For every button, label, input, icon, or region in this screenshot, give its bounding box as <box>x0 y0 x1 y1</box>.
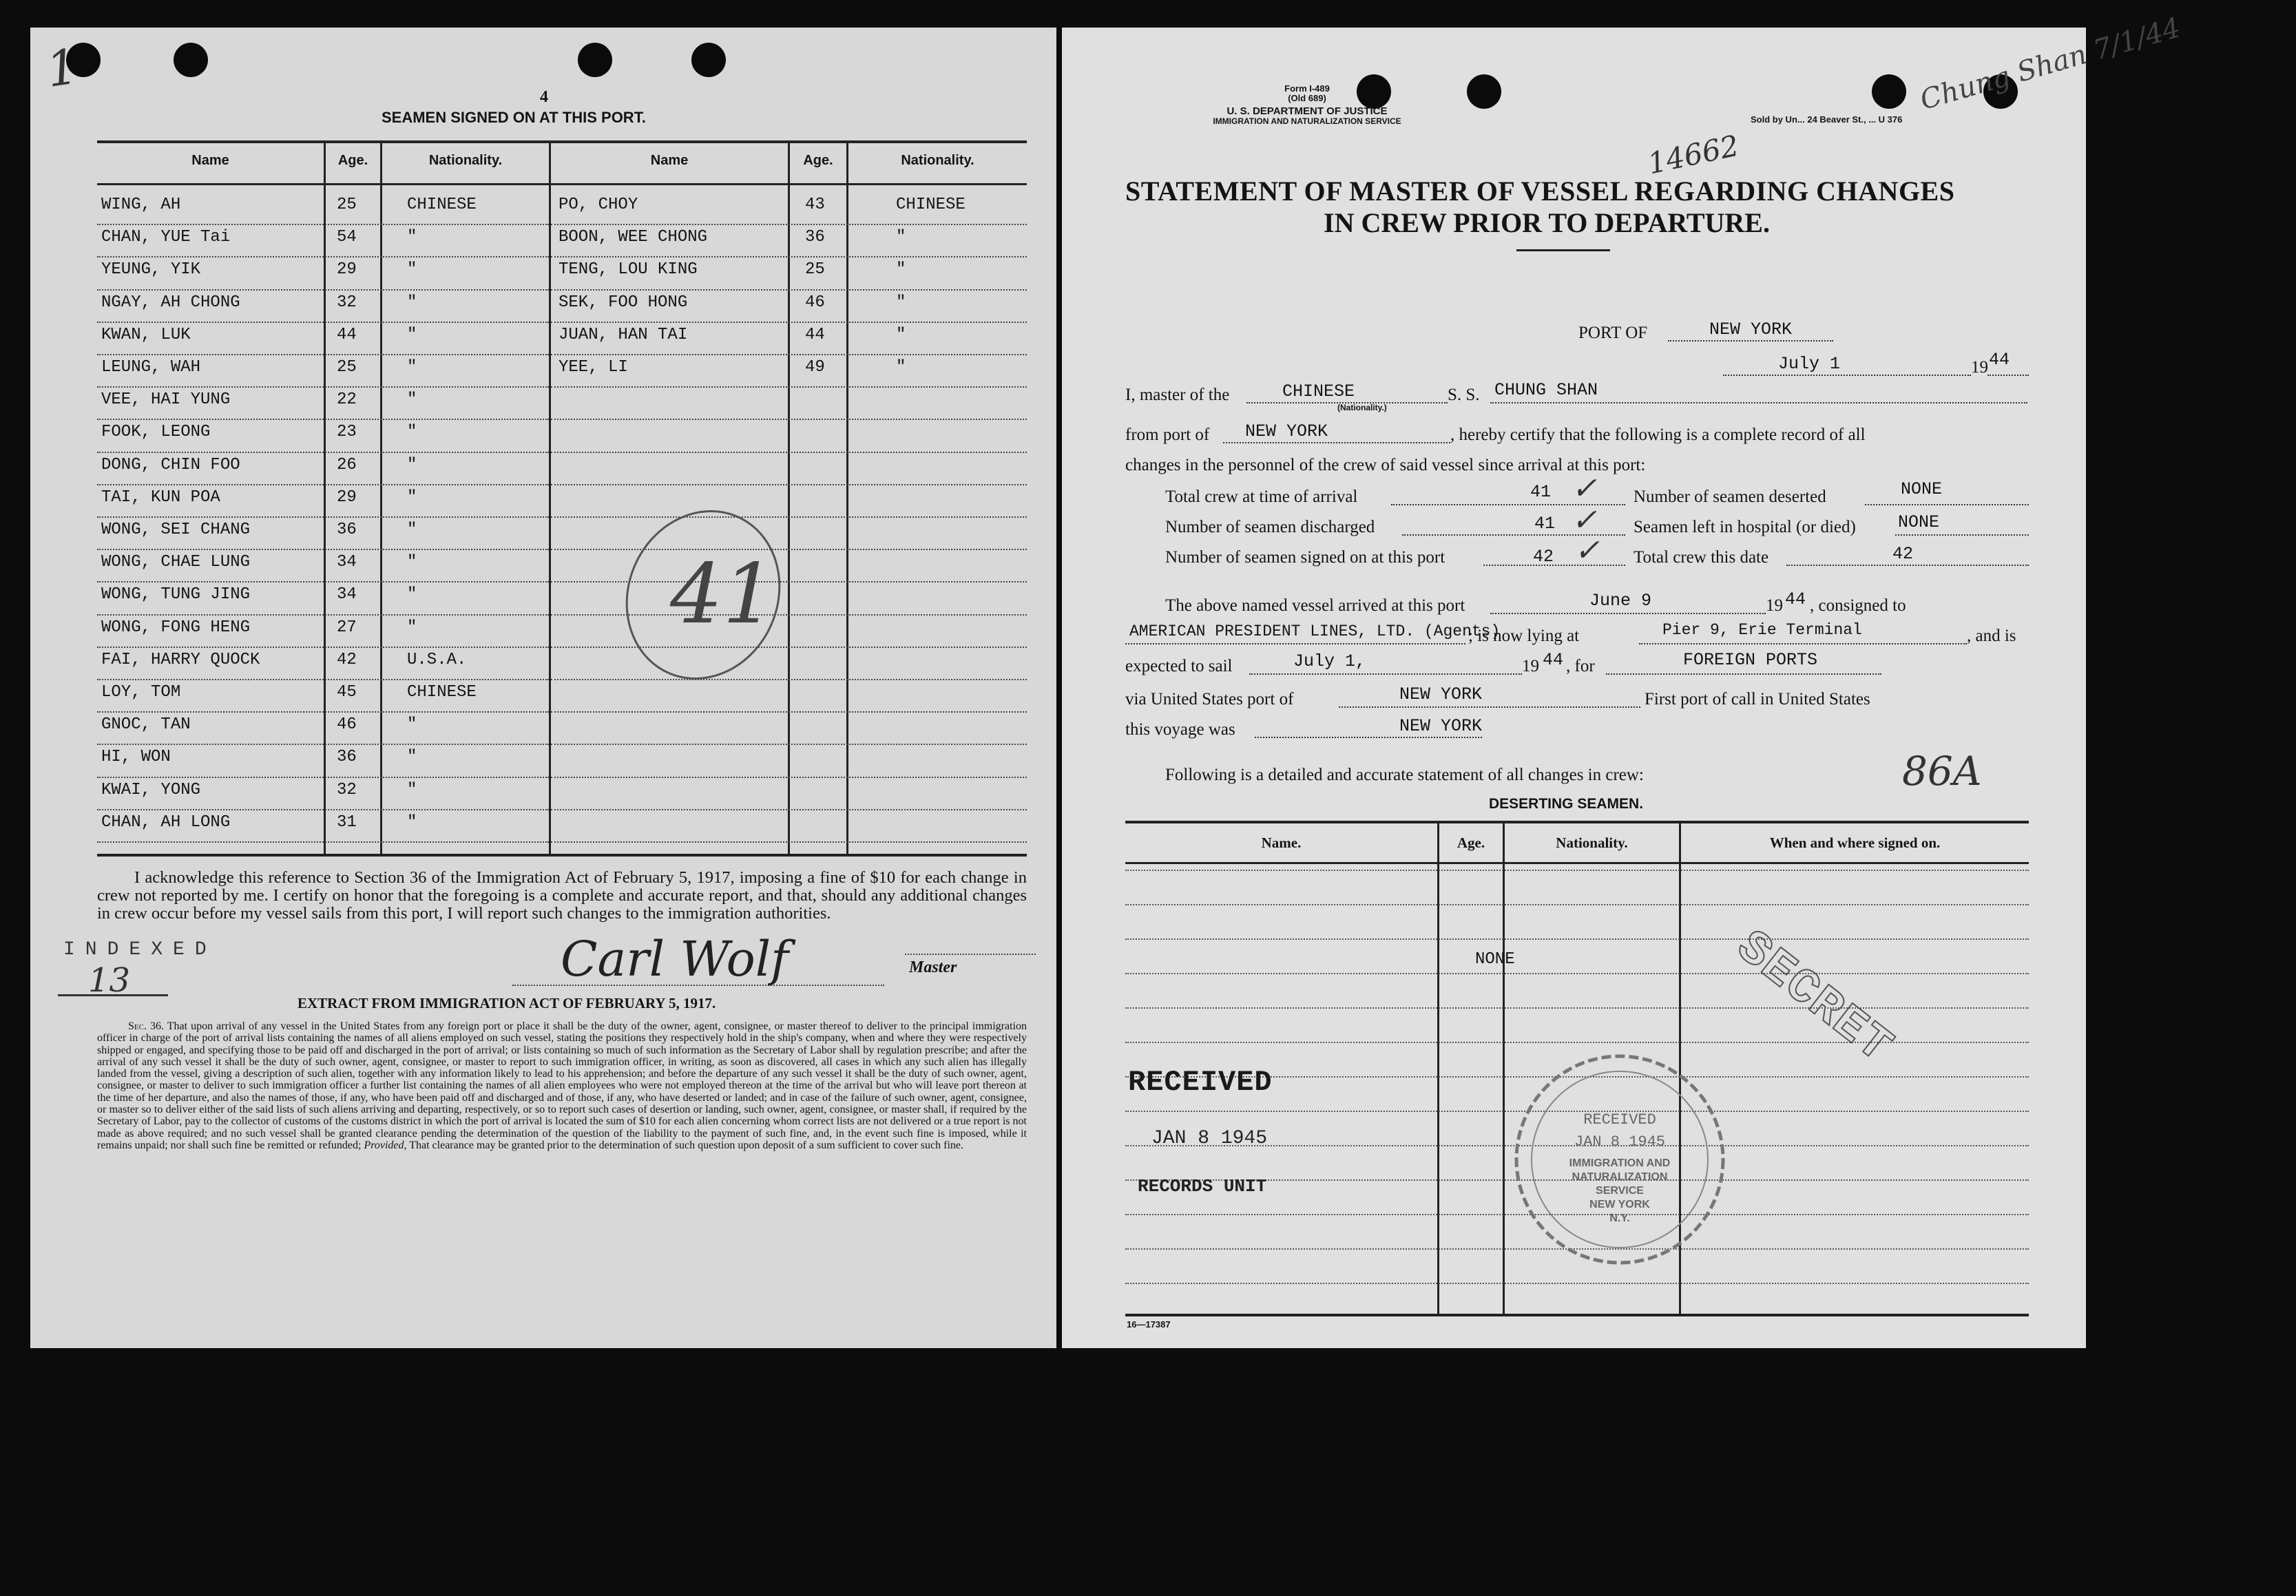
crew-name-cell: VEE, HAI YUNG <box>101 390 231 410</box>
lying-value: Pier 9, Erie Terminal <box>1662 621 1862 639</box>
crew-name-cell: SEK, FOO HONG <box>559 293 688 312</box>
crew-name-cell: PO, CHOY <box>559 196 638 214</box>
crew-name-cell: WING, AH <box>101 196 181 214</box>
consigned-label: , consigned to <box>1810 596 1906 615</box>
crew-nat-cell: " <box>407 487 417 507</box>
margin-mark: 1 <box>43 38 82 98</box>
deserting-heading: DESERTING SEAMEN. <box>1489 796 1644 812</box>
crew-name-cell: DONG, CHIN FOO <box>101 455 240 474</box>
date-value: July 1 <box>1778 354 1841 374</box>
master-signature: Carl Wolf <box>561 931 789 987</box>
arrived-value: June 9 <box>1589 591 1652 611</box>
col-header-nationality: Nationality. <box>428 153 503 168</box>
crew-name-cell: WONG, TUNG JING <box>101 585 251 605</box>
crew-age-cell: 25 <box>337 196 357 214</box>
expected-label: expected to sail <box>1125 657 1233 675</box>
crew-name-cell: LEUNG, WAH <box>101 358 201 377</box>
crew-age-cell: 36 <box>337 521 357 539</box>
crew-age-cell: 29 <box>337 260 357 280</box>
crew-name-cell: WONG, SEI CHANG <box>101 521 251 539</box>
crew-age-cell: 49 <box>805 358 825 377</box>
certify-text: , hereby certify that the following is a complete record of all <box>1450 426 1866 444</box>
first-port-label: First port of call in United States <box>1645 690 1870 708</box>
expected-year-prefix: 19 <box>1522 657 1539 675</box>
form-title-line2: IN CREW PRIOR TO DEPARTURE. <box>1324 207 1770 238</box>
col-header-age: Age. <box>803 153 833 168</box>
received-stamp: RECEIVED <box>1128 1066 1273 1099</box>
signed-label: Number of seamen signed on at this port <box>1165 548 1446 567</box>
acknowledgement-text: I acknowledge this reference to Section 36 of the Immigration Act of February 5, 1917, imposing a fine of $10 for each change in crew not reported by me. I certify on honor that the foregoing is a complete and accurate report, and that, should any additional changes in crew occur before my vessel sails from this port, I will report such changes to the immigration authorities. <box>97 868 1027 923</box>
total-date-value: 42 <box>1892 544 1914 564</box>
indexed-stamp: INDEXED <box>63 939 217 960</box>
crew-age-cell: 32 <box>337 293 357 312</box>
crew-name-cell: FOOK, LEONG <box>101 423 211 442</box>
crew-name-cell: YEUNG, YIK <box>101 260 201 280</box>
crew-age-cell: 26 <box>337 455 357 474</box>
crew-name-cell: LOY, TOM <box>101 683 181 702</box>
circled-total: 41 <box>670 547 775 642</box>
page-number: 4 <box>540 88 548 106</box>
total-arrival-value: 41 <box>1530 482 1552 502</box>
arrived-year-prefix: 19 <box>1766 596 1783 615</box>
crew-age-cell: 43 <box>805 196 825 214</box>
total-date-label: Total crew this date <box>1634 548 1769 567</box>
check-mark-icon: ✓ <box>1572 471 1597 506</box>
crew-nat-cell: " <box>407 228 417 247</box>
crew-name-cell: BOON, WEE CHONG <box>559 228 708 247</box>
crew-name-cell: KWAI, YONG <box>101 780 201 799</box>
crew-age-cell: 31 <box>337 812 357 832</box>
circled-total-mark <box>620 505 800 684</box>
consignee: AMERICAN PRESIDENT LINES, LTD. (Agents) <box>1129 622 1501 640</box>
crew-nat-cell: " <box>407 618 417 637</box>
col-header-nationality: Nationality. <box>1556 834 1628 851</box>
crew-nat-cell: " <box>407 748 417 767</box>
crew-nat-cell: " <box>896 293 906 312</box>
svg-text:NATURALIZATION: NATURALIZATION <box>1572 1171 1668 1183</box>
crew-nat-cell: " <box>407 390 417 410</box>
crew-nat-cell: " <box>407 585 417 605</box>
col-header-name: Name <box>650 153 689 168</box>
desert-entry: NONE <box>1475 950 1515 969</box>
secret-stamp: SECRET <box>1725 921 1903 1075</box>
master-label: I, master of the <box>1125 386 1230 404</box>
check-mark-icon: ✓ <box>1572 503 1597 538</box>
received-date: JAN 8 1945 <box>1151 1128 1268 1149</box>
nationality-caption: (Nationality.) <box>1337 403 1387 412</box>
extract-text: Sec. 36. That upon arrival of any vessel in the United States from any foreign port or place it shall be the duty of the owner, agent, consignee, or master thereof to deliver to the principal immigration officer in charge of the port of arrival lists containing the names of all aliens employed on such vessel, stating the positions they respectively hold in the ship's company, when and where they were respectively shipped or engaged, and specifying those to be paid off and discharged in the port of arrival; or lists containing so much of such information as the Secretary of Labor shall by regulation prescribe; and after the arrival of any such vessel it shall be the duty of such owner, agent, consignee, or master to report to such immigration officer, in writing, as soon as discovered, all cases in which any such alien has illegally landed from the vessel, giving a description of such alien, together with any information likely to lead to his apprehension; and before the departure of any such vessel it shall be the duty of such owner, agent, consignee, or master to deliver to such immigration officer a further list containing the names of all alien employees who were not employed thereon at the time of the arrival but who will leave port thereon at the time of her departure, and also the names of those, if any, who have been paid off and discharged and of those, if any, who have deserted or landed; and in case of the failure of such owner, agent, consignee, or master so to deliver either of the said lists of such aliens arriving and departing, respectively, or so to report such cases of desertion or landing, such owner, agent, consignee, or master shall, if required by the Secretary of Labor, pay to the collector of customs of the customs district in which the port of arrival is located the sum of $10 for each alien concerning whom correct lists are not delivered or a true report is not made as above required; and no such vessel shall be granted clearance pending the determination of the question of the liability to the payment of such fine, and, in the event such fine is imposed, while it remains unpaid; nor shall such fine be remitted or refunded; Provided, That clearance may be granted prior to the determination of such question upon deposit of a sum sufficient to cover such fine. <box>97 1020 1027 1151</box>
from-port-label: from port of <box>1125 426 1210 444</box>
col-header-age: Age. <box>1457 834 1485 851</box>
crew-age-cell: 32 <box>337 780 357 799</box>
col-header-signed-on: When and where signed on. <box>1769 834 1941 851</box>
svg-text:NEW YORK: NEW YORK <box>1589 1199 1650 1210</box>
crew-name-cell: JUAN, HAN TAI <box>559 325 688 344</box>
crew-age-cell: 36 <box>805 228 825 247</box>
discharged-value: 41 <box>1534 514 1556 534</box>
signature-role: Master <box>909 958 957 976</box>
crew-name-cell: CHAN, AH LONG <box>101 812 231 832</box>
records-unit-stamp: RECORDS UNIT <box>1138 1176 1267 1197</box>
crew-name-cell: WONG, CHAE LUNG <box>101 553 251 572</box>
for-value: FOREIGN PORTS <box>1683 650 1818 670</box>
voyage-label: this voyage was <box>1125 720 1235 739</box>
crew-nat-cell: U.S.A. <box>407 650 467 669</box>
crew-age-cell: 44 <box>337 325 357 344</box>
left-page <box>30 28 1056 1348</box>
seller-line: Sold by Un... 24 Beaver St., ... U 376 <box>1751 114 1903 125</box>
crew-nat-cell: " <box>407 715 417 735</box>
crew-nat-cell: " <box>407 780 417 799</box>
year-value: 44 <box>1989 350 2010 370</box>
nationality-value: CHINESE <box>1282 381 1355 401</box>
crew-nat-cell: " <box>407 358 417 377</box>
year-prefix: 19 <box>1971 358 1988 377</box>
port-value: NEW YORK <box>1709 319 1793 339</box>
crew-name-cell: FAI, HARRY QUOCK <box>101 650 260 669</box>
round-received-stamp <box>1510 1049 1730 1270</box>
crew-age-cell: 25 <box>337 358 357 377</box>
crew-nat-cell: " <box>896 358 906 377</box>
crew-age-cell: 54 <box>337 228 357 247</box>
crew-age-cell: 34 <box>337 553 357 572</box>
crew-age-cell: 23 <box>337 423 357 442</box>
following-text: Following is a detailed and accurate statement of all changes in crew: <box>1165 766 1644 784</box>
via-value: NEW YORK <box>1399 684 1483 704</box>
svg-text:RECEIVED: RECEIVED <box>1583 1111 1656 1128</box>
col-header-name: Name <box>191 153 229 168</box>
crew-age-cell: 44 <box>805 325 825 344</box>
svg-text:N.Y.: N.Y. <box>1609 1212 1630 1224</box>
margin-mark: Chung Shan 7/1/44 <box>1917 12 2184 116</box>
form-title-line1: STATEMENT OF MASTER OF VESSEL REGARDING CHANGES <box>1125 176 1955 207</box>
extract-heading: EXTRACT FROM IMMIGRATION ACT OF FEBRUARY 5, 1917. <box>298 995 716 1011</box>
crew-nat-cell: " <box>407 521 417 539</box>
form-number-block: Form I-489 (Old 689) <box>1284 83 1330 103</box>
expected-value: July 1, <box>1293 651 1366 671</box>
crew-name-cell: HI, WON <box>101 748 171 767</box>
from-port-value: NEW YORK <box>1245 421 1328 441</box>
seamen-heading: SEAMEN SIGNED ON AT THIS PORT. <box>382 109 646 126</box>
crew-nat-cell: " <box>407 325 417 344</box>
crew-age-cell: 25 <box>805 260 825 280</box>
discharged-label: Number of seamen discharged <box>1165 518 1375 536</box>
punch-hole <box>578 43 612 77</box>
crew-nat-cell: " <box>407 293 417 312</box>
punch-hole <box>174 43 208 77</box>
department-block: U. S. DEPARTMENT OF JUSTICE IMMIGRATION AND NATURALIZATION SERVICE <box>1213 105 1401 126</box>
voyage-value: NEW YORK <box>1399 716 1483 736</box>
port-label: PORT OF <box>1578 324 1648 342</box>
crew-nat-cell: " <box>896 260 906 280</box>
crew-age-cell: 46 <box>805 293 825 312</box>
col-header-nationality: Nationality. <box>901 153 974 168</box>
crew-age-cell: 46 <box>337 715 357 735</box>
crew-nat-cell: " <box>407 423 417 442</box>
crew-name-cell: KWAN, LUK <box>101 325 191 344</box>
crew-nat-cell: " <box>407 812 417 832</box>
crew-age-cell: 34 <box>337 585 357 605</box>
indexed-mark: 13 <box>88 961 131 1000</box>
crew-nat-cell: CHINESE <box>407 196 477 214</box>
crew-name-cell: GNOC, TAN <box>101 715 191 735</box>
crew-nat-cell: " <box>407 455 417 474</box>
hospital-label: Seamen left in hospital (or died) <box>1634 518 1856 536</box>
crew-age-cell: 29 <box>337 487 357 507</box>
and-is: , and is <box>1967 627 2016 645</box>
crew-age-cell: 36 <box>337 748 357 767</box>
crew-age-cell: 45 <box>337 683 357 702</box>
right-page <box>1062 12 2184 1348</box>
changes-text: changes in the personnel of the crew of said vessel since arrival at this port: <box>1125 456 1646 474</box>
punch-hole <box>1872 74 1906 109</box>
print-code: 16—17387 <box>1127 1319 1171 1330</box>
lying-label: ; is now lying at <box>1468 627 1580 645</box>
check-mark-icon: ✓ <box>1574 533 1600 568</box>
crew-name-cell: NGAY, AH CHONG <box>101 293 240 312</box>
for-label: , for <box>1566 657 1595 675</box>
crew-nat-cell: CHINESE <box>896 196 966 214</box>
svg-text:JAN 8 1945: JAN 8 1945 <box>1574 1133 1666 1151</box>
crew-nat-cell: " <box>407 553 417 572</box>
svg-text:IMMIGRATION AND: IMMIGRATION AND <box>1569 1157 1671 1169</box>
code-mark: 86A <box>1902 748 1982 795</box>
crew-nat-cell: CHINESE <box>407 683 477 702</box>
col-header-name: Name. <box>1261 834 1302 851</box>
crew-name-cell: CHAN, YUE Tai <box>101 228 231 247</box>
crew-name-cell: WONG, FONG HENG <box>101 618 251 637</box>
crew-age-cell: 27 <box>337 618 357 637</box>
signed-value: 42 <box>1533 547 1554 567</box>
crew-name-cell: YEE, LI <box>559 358 628 377</box>
crew-table <box>97 140 1027 857</box>
via-label: via United States port of <box>1125 690 1294 708</box>
expected-year: 44 <box>1543 650 1564 670</box>
ss-label: S. S. <box>1448 386 1480 404</box>
svg-text:SERVICE: SERVICE <box>1596 1185 1644 1197</box>
crew-age-cell: 42 <box>337 650 357 669</box>
crew-nat-cell: " <box>896 325 906 344</box>
deserted-value: NONE <box>1901 479 1943 499</box>
total-arrival-label: Total crew at time of arrival <box>1165 487 1358 506</box>
crew-name-cell: TENG, LOU KING <box>559 260 698 280</box>
vessel-name: CHUNG SHAN <box>1494 380 1598 400</box>
crew-age-cell: 22 <box>337 390 357 410</box>
crew-nat-cell: " <box>407 260 417 280</box>
col-header-age: Age. <box>337 153 368 168</box>
crew-name-cell: TAI, KUN POA <box>101 487 220 507</box>
crew-nat-cell: " <box>896 228 906 247</box>
punch-hole <box>691 43 726 77</box>
file-number: 14662 <box>1645 128 1742 181</box>
deserted-label: Number of seamen deserted <box>1634 487 1826 506</box>
arrived-year: 44 <box>1785 589 1806 609</box>
hospital-value: NONE <box>1898 512 1940 532</box>
punch-hole <box>1467 74 1501 109</box>
arrived-label: The above named vessel arrived at this port <box>1165 596 1465 615</box>
